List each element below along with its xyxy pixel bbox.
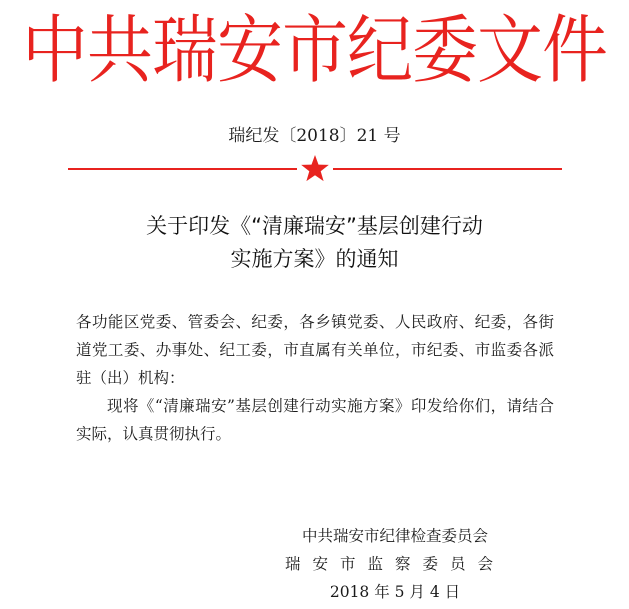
star-icon [300,154,330,184]
signature-date: 2018 年 5 月 4 日 [329,583,461,601]
title-line-2: 实施方案》的通知 [230,247,399,271]
notice-title [0,210,629,276]
divider-line-left [68,168,297,170]
signature-block [260,522,530,606]
signature-org-1: 中共瑞安市纪律检查委员会 [301,527,488,545]
recipients-text: 各功能区党委、管委会、纪委，各乡镇党委、人民政府、纪委，各街道党工委、办事处、纪工委，市直属有关单位，市纪委、市监委各派驻（出）机构： [76,313,554,387]
document-number: 瑞纪发〔2018〕21 号 [228,126,401,146]
body-paragraph: 现将《“清廉瑞安”基层创建行动实施方案》印发给你们，请结合实际，认真贯彻执行。 [76,397,554,443]
notice-body [76,308,554,448]
signature-org-2: 瑞安市监察委员会 [284,555,505,573]
red-divider [68,154,562,184]
document-masthead: 中共瑞安市纪委文件 [22,7,607,94]
divider-line-right [333,168,562,170]
title-line-1: 关于印发《“清廉瑞安”基层创建行动 [146,214,483,238]
